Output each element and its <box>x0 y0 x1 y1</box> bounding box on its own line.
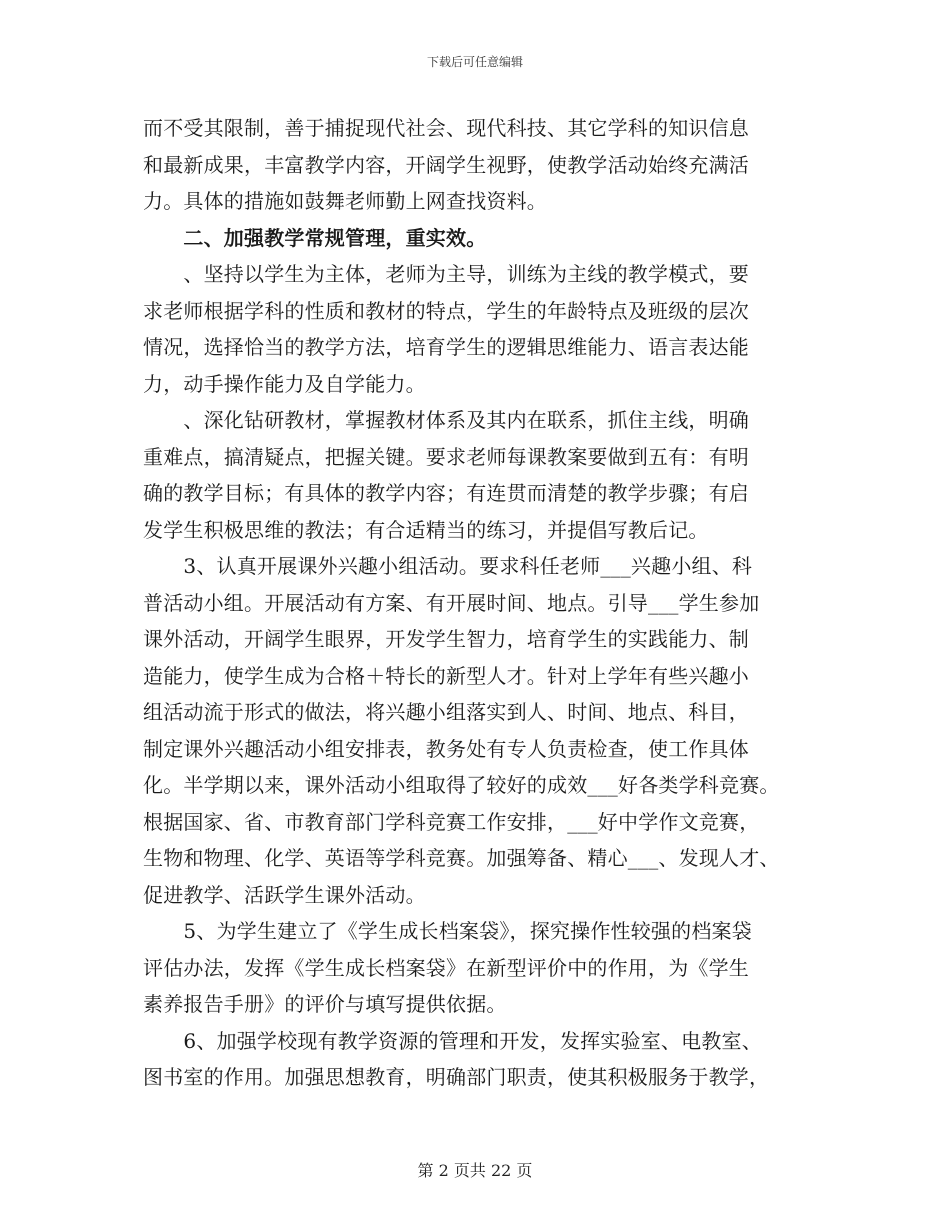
text-line: 组活动流于形式的做法，将兴趣小组落实到人、时间、地点、科目， <box>143 700 749 724</box>
text-line: 根据国家、省、市教育部门学科竞赛工作安排，___好中学作文竞赛， <box>143 809 760 834</box>
text-line: 发学生积极思维的教法；有合适精当的练习，并提倡写教后记。 <box>143 517 709 542</box>
text-line: 情况，选择恰当的教学方法，培育学生的逻辑思维能力、语言表达能 <box>143 335 749 359</box>
text-line: 6、加强学校现有教学资源的管理和开发，发挥实验室、电教室、 <box>143 1028 762 1053</box>
document-body <box>143 110 823 1096</box>
text-line: 普活动小组。开展活动有方案、有开展时间、地点。引导___学生参加 <box>143 590 760 615</box>
text-line: 确的教学目标；有具体的教学内容；有连贯而清楚的教学步骤；有启 <box>143 481 749 505</box>
text-line: 造能力，使学生成为合格＋特长的新型人才。针对上学年有些兴趣小 <box>143 663 749 688</box>
text-line: 3、认真开展课外兴趣小组活动。要求科任老师___兴趣小组、科 <box>143 554 753 578</box>
text-line: 和最新成果，丰富教学内容，开阔学生视野，使教学活动始终充满活 <box>143 152 749 177</box>
text-line: 重难点，搞清疑点，把握关键。要求老师每课教案要做到五有：有明 <box>143 444 749 469</box>
text-line: 、深化钻研教材，掌握教材体系及其内在联系，抓住主线，明确 <box>143 408 749 432</box>
text-line: 制定课外兴趣活动小组安排表，教务处有专人负责检查，使工作具体 <box>143 736 749 761</box>
text-line: 、坚持以学生为主体，老师为主导，训练为主线的教学模式，要 <box>143 262 749 286</box>
text-line: 力。具体的措施如鼓舞老师勤上网查找资料。 <box>143 189 547 213</box>
text-line: 而不受其限制，善于捕捉现代社会、现代科技、其它学科的知识信息 <box>143 116 749 140</box>
section-heading: 二、加强教学常规管理，重实效。 <box>143 225 487 250</box>
text-line: 5、为学生建立了《学生成长档案袋》，探究操作性较强的档案袋 <box>143 919 752 943</box>
page-footer: 第 2 页共 22 页 <box>417 1161 533 1180</box>
text-line: 力，动手操作能力及自学能力。 <box>143 371 426 396</box>
text-line: 促进教学、活跃学生课外活动。 <box>143 882 426 907</box>
text-line: 化。半学期以来，课外活动小组取得了较好的成效___好各类学科竞赛。 <box>143 773 780 797</box>
text-line: 课外活动，开阔学生眼界，开发学生智力，培育学生的实践能力、制 <box>143 627 749 651</box>
text-line: 素养报告手册》的评价与填写提供依据。 <box>143 992 507 1016</box>
text-line: 求老师根据学科的性质和教材的特点，学生的年龄特点及班级的层次 <box>143 298 749 323</box>
text-line: 图书室的作用。加强思想教育，明确部门职责，使其积极服务于教学， <box>143 1065 770 1089</box>
page-header: 下载后可任意编辑 <box>426 55 523 69</box>
text-line: 生物和物理、化学、英语等学科竞赛。加强筹备、精心___、发现人才、 <box>143 846 780 870</box>
text-line: 评估办法，发挥《学生成长档案袋》在新型评价中的作用，为《学生 <box>143 955 749 980</box>
